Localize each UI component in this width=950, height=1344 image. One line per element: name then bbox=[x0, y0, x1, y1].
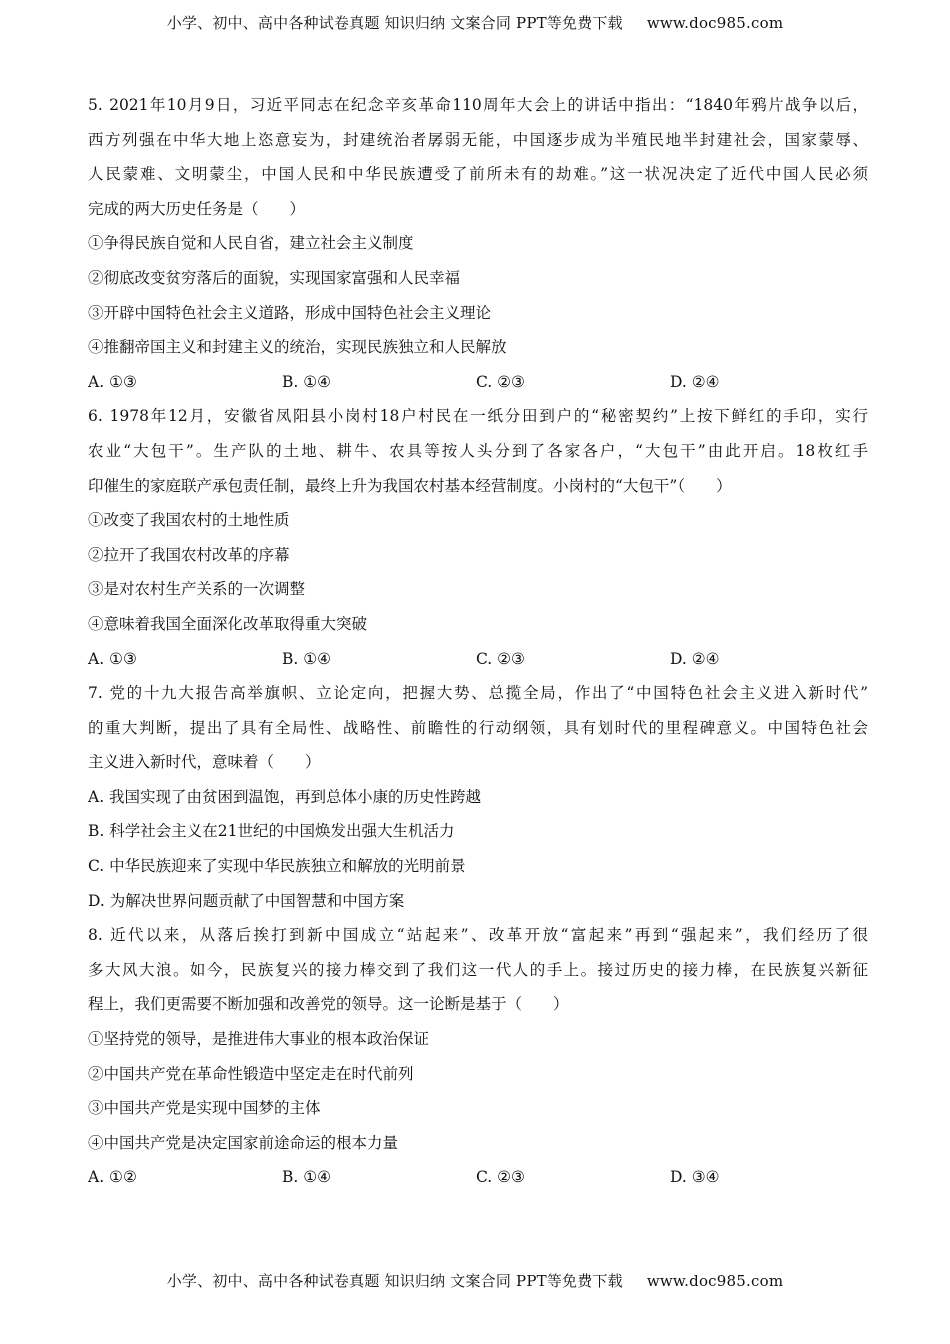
question-7-choice-d: D. 为解决世界问题贡献了中国智慧和中国方案 bbox=[88, 891, 405, 910]
question-6-item: ③是对农村生产关系的一次调整 bbox=[88, 580, 306, 599]
exam-content bbox=[88, 88, 868, 1195]
question-8-option-c: C. ②③ bbox=[476, 1168, 525, 1187]
question-8-item: ④中国共产党是决定国家前途命运的根本力量 bbox=[88, 1133, 399, 1152]
footer-banner bbox=[0, 1270, 950, 1291]
question-5-stem-line: 西方列强在中华大地上恣意妄为，封建统治者孱弱无能，中国逐步成为半殖民地半封建社会，国家蒙辱、 bbox=[88, 130, 868, 149]
question-7 bbox=[88, 676, 868, 918]
footer-banner-text: 小学、初中、高中各种试卷真题 知识归纳 文案合同 PPT等免费下载 bbox=[166, 1272, 623, 1290]
question-5-item: ③开辟中国特色社会主义道路，形成中国特色社会主义理论 bbox=[88, 303, 492, 322]
question-5-option-b: B. ①④ bbox=[282, 372, 332, 391]
question-8-item: ①坚持党的领导，是推进伟大事业的根本政治保证 bbox=[88, 1030, 430, 1049]
question-6-stem-line: 6. 1978年12月，安徽省凤阳县小岗村18户村民在一纸分田到户的“秘密契约”上按下鲜红的手印，实行 bbox=[88, 407, 868, 426]
question-5-stem-line: 人民蒙难、文明蒙尘，中国人民和中华民族遭受了前所未有的劫难。”这一状况决定了近代中国人民必须 bbox=[88, 165, 868, 184]
question-8-option-b: B. ①④ bbox=[282, 1168, 332, 1187]
question-6 bbox=[88, 399, 868, 676]
question-8-option-d: D. ③④ bbox=[670, 1168, 720, 1187]
question-8 bbox=[88, 918, 868, 1195]
question-6-option-d: D. ②④ bbox=[670, 649, 720, 668]
footer-site-link[interactable]: www.doc985.com bbox=[646, 1272, 784, 1290]
question-8-item: ③中国共产党是实现中国梦的主体 bbox=[88, 1099, 321, 1118]
question-5-item: ②彻底改变贫穷落后的面貌，实现国家富强和人民幸福 bbox=[88, 268, 461, 287]
question-6-option-a: A. ①③ bbox=[88, 649, 137, 668]
question-6-stem-line: 农业“大包干”。生产队的土地、耕牛、农具等按人头分到了各家各户，“大包干”由此开启。18枚红手 bbox=[88, 441, 868, 460]
question-5-option-a: A. ①③ bbox=[88, 372, 137, 391]
question-8-stem-line: 8. 近代以来，从落后挨打到新中国成立“站起来”、改革开放“富起来”再到“强起来”，我们经历了很 bbox=[88, 926, 868, 945]
question-8-stem-line: 多大风大浪。如今，民族复兴的接力棒交到了我们这一代人的手上。接过历史的接力棒，在民族复兴新征 bbox=[88, 960, 868, 979]
question-6-stem-line: 印催生的家庭联产承包责任制，最终上升为我国农村基本经营制度。小岗村的“大包干”（ ） bbox=[88, 476, 732, 495]
question-8-option-a: A. ①② bbox=[88, 1168, 137, 1187]
question-5-item: ④推翻帝国主义和封建主义的统治，实现民族独立和人民解放 bbox=[88, 338, 507, 357]
question-6-item: ②拉开了我国农村改革的序幕 bbox=[88, 545, 290, 564]
question-5-options bbox=[88, 365, 868, 400]
question-8-item: ②中国共产党在革命性锻造中坚定走在时代前列 bbox=[88, 1064, 414, 1083]
question-7-stem-line: 主义进入新时代，意味着（ ） bbox=[88, 753, 321, 772]
question-6-option-c: C. ②③ bbox=[476, 649, 525, 668]
question-7-stem-line: 7. 党的十九大报告高举旗帜、立论定向，把握大势、总揽全局，作出了“中国特色社会主义进入新时代” bbox=[88, 684, 868, 703]
question-8-options bbox=[88, 1160, 868, 1195]
question-6-item: ①改变了我国农村的土地性质 bbox=[88, 511, 290, 530]
question-5-stem-line: 5. 2021年10月9日，习近平同志在纪念辛亥革命110周年大会上的讲话中指出：“1840年鸦片战争以后， bbox=[88, 96, 868, 114]
header-banner-text: 小学、初中、高中各种试卷真题 知识归纳 文案合同 PPT等免费下载 bbox=[166, 14, 623, 32]
question-6-option-b: B. ①④ bbox=[282, 649, 332, 668]
question-7-choice-a: A. 我国实现了由贫困到温饱，再到总体小康的历史性跨越 bbox=[88, 787, 482, 806]
question-5-stem-line: 完成的两大历史任务是（ ） bbox=[88, 199, 306, 218]
question-6-options bbox=[88, 642, 868, 677]
header-banner bbox=[0, 12, 950, 33]
question-7-stem-line: 的重大判断，提出了具有全局性、战略性、前瞻性的行动纲领，具有划时代的里程碑意义。中国特色社会 bbox=[88, 718, 868, 737]
question-5-option-d: D. ②④ bbox=[670, 372, 720, 391]
question-6-item: ④意味着我国全面深化改革取得重大突破 bbox=[88, 614, 368, 633]
question-7-choice-c: C. 中华民族迎来了实现中华民族独立和解放的光明前景 bbox=[88, 857, 466, 876]
question-7-choice-b: B. 科学社会主义在21世纪的中国焕发出强大生机活力 bbox=[88, 822, 455, 841]
question-8-stem-line: 程上，我们更需要不断加强和改善党的领导。这一论断是基于（ ） bbox=[88, 995, 569, 1014]
question-5-option-c: C. ②③ bbox=[476, 372, 525, 391]
question-5 bbox=[88, 88, 868, 399]
question-5-item: ①争得民族自觉和人民自省，建立社会主义制度 bbox=[88, 234, 414, 253]
header-site-link[interactable]: www.doc985.com bbox=[646, 14, 784, 32]
